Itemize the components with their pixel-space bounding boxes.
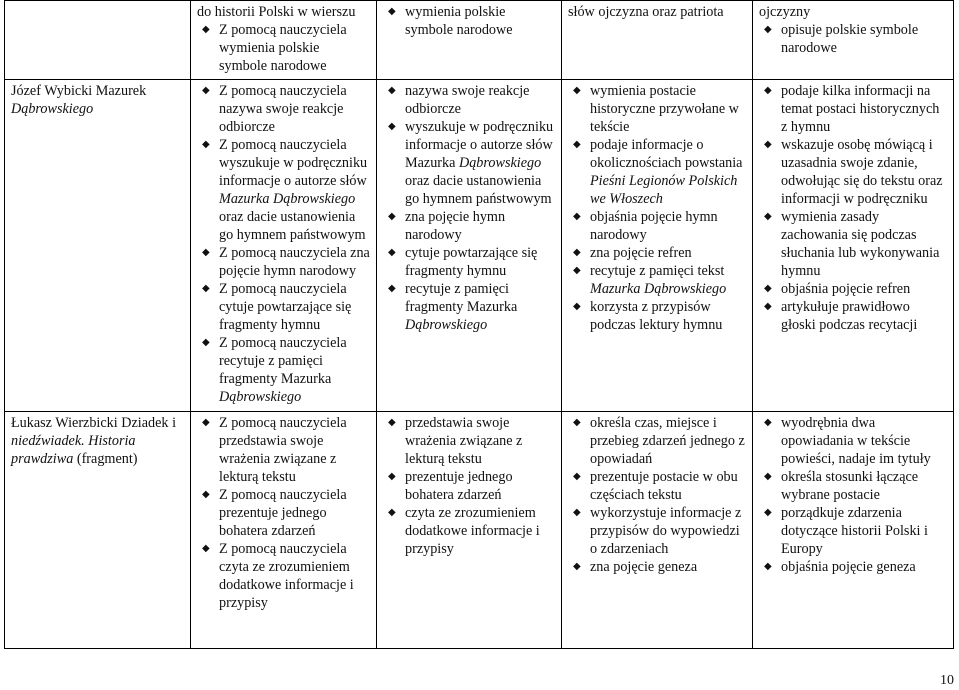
cell-grade-good <box>562 1 753 80</box>
table-row <box>5 80 954 412</box>
cell-grade-good <box>562 412 753 649</box>
bullet-item: ◆ objaśnia pojęcie hymn narodowy <box>568 208 746 244</box>
bullet-item: ◆ objaśnia pojęcie geneza <box>759 558 947 576</box>
bullet-item: ◆ wykorzystuje informacje z przypisów do wypowiedzi o zdarzeniach <box>568 504 746 558</box>
bullet-item: ◆ Z pomocą nauczyciela przedstawia swoje wrażenia związane z lekturą tekstu <box>197 414 370 486</box>
bullet-item: ◆ Z pomocą nauczyciela cytuje powtarzające się fragmenty hymnu <box>197 280 370 334</box>
bullet-item: ◆ porządkuje zdarzenia dotyczące historii Polski i Europy <box>759 504 947 558</box>
cell-grade-good <box>562 80 753 412</box>
bullet-item: ◆ Z pomocą nauczyciela zna pojęcie hymn narodowy <box>197 244 370 280</box>
bullet-item: ◆ zna pojęcie geneza <box>568 558 746 576</box>
cell-lesson-title <box>5 1 191 80</box>
bullet-item: ◆ określa stosunki łączące wybrane postacie <box>759 468 947 504</box>
bullet-item: ◆ cytuje powtarzające się fragmenty hymnu <box>383 244 555 280</box>
bullet-item: ◆ wyszukuje w podręczniku informacje o autorze słów Mazurka Dąbrowskiego oraz dacie ustanowienia go hymnem państwowym <box>383 118 555 208</box>
cell-text: ojczyzny <box>759 4 811 20</box>
cell-text: Józef Wybicki Mazurek <box>11 83 147 99</box>
bullet-item: ◆ przedstawia swoje wrażenia związane z lekturą tekstu <box>383 414 555 468</box>
cell-text: do historii Polski w wierszu <box>197 4 356 20</box>
bullet-item: ◆ Z pomocą nauczyciela recytuje z pamięci fragmenty Mazurka Dąbrowskiego <box>197 334 370 406</box>
bullet-item: ◆ recytuje z pamięci tekst Mazurka Dąbrowskiego <box>568 262 746 298</box>
cell-grade-needs-help <box>191 1 377 80</box>
cell-grade-very-good <box>753 412 954 649</box>
cell-grade-needs-help <box>191 80 377 412</box>
bullet-item: ◆ czyta ze zrozumieniem dodatkowe informacje i przypisy <box>383 504 555 558</box>
bullet-item: ◆ opisuje polskie symbole narodowe <box>759 21 947 57</box>
cell-lesson-title <box>5 412 191 649</box>
cell-grade-sufficient <box>377 1 562 80</box>
bullet-item: ◆ Z pomocą nauczyciela wymienia polskie symbole narodowe <box>197 21 370 75</box>
bullet-item: ◆ zna pojęcie hymn narodowy <box>383 208 555 244</box>
table-row <box>5 1 954 80</box>
bullet-item: ◆ prezentuje jednego bohatera zdarzeń <box>383 468 555 504</box>
bullet-item: ◆ wskazuje osobę mówiącą i uzasadnia swoje zdanie, odwołując się do tekstu oraz informacji w podręczniku <box>759 136 947 208</box>
bullet-item: ◆ podaje informacje o okolicznościach powstania Pieśni Legionów Polskich we Włoszech <box>568 136 746 208</box>
cell-text: Dąbrowskiego <box>11 101 94 117</box>
bullet-item: ◆ określa czas, miejsce i przebieg zdarzeń jednego z opowiadań <box>568 414 746 468</box>
cell-grade-very-good <box>753 1 954 80</box>
bullet-item: ◆ prezentuje postacie w obu częściach tekstu <box>568 468 746 504</box>
bullet-item: ◆ recytuje z pamięci fragmenty Mazurka Dąbrowskiego <box>383 280 555 334</box>
bullet-item: ◆ zna pojęcie refren <box>568 244 746 262</box>
bullet-item: ◆ wymienia zasady zachowania się podczas słuchania lub wykonywania hymnu <box>759 208 947 280</box>
cell-lesson-title <box>5 80 191 412</box>
cell-text: niedźwiadek. Historia prawdziwa (fragment) <box>11 433 138 467</box>
table-body <box>5 1 954 649</box>
bullet-item: ◆ korzysta z przypisów podczas lektury hymnu <box>568 298 746 334</box>
bullet-item: ◆ Z pomocą nauczyciela nazywa swoje reakcje odbiorcze <box>197 82 370 136</box>
bullet-item: ◆ wymienia polskie symbole narodowe <box>383 3 555 39</box>
bullet-item: ◆ artykułuje prawidłowo głoski podczas recytacji <box>759 298 947 334</box>
bullet-item: ◆ podaje kilka informacji na temat postaci historycznych z hymnu <box>759 82 947 136</box>
cell-grade-needs-help <box>191 412 377 649</box>
cell-text: Łukasz Wierzbicki Dziadek i <box>11 415 177 431</box>
bullet-item: ◆ nazywa swoje reakcje odbiorcze <box>383 82 555 118</box>
curriculum-table <box>4 0 954 649</box>
bullet-item: ◆ wyodrębnia dwa opowiadania w tekście powieści, nadaje im tytuły <box>759 414 947 468</box>
page-number: 10 <box>940 673 954 688</box>
cell-grade-very-good <box>753 80 954 412</box>
bullet-item: ◆ Z pomocą nauczyciela wyszukuje w podręczniku informacje o autorze słów Mazurka Dąbrowskiego oraz dacie ustanowienia go hymnem państwowym <box>197 136 370 244</box>
cell-grade-sufficient <box>377 80 562 412</box>
cell-text: słów ojczyzna oraz patriota <box>568 4 724 20</box>
bullet-item: ◆ wymienia postacie historyczne przywołane w tekście <box>568 82 746 136</box>
table-row <box>5 412 954 649</box>
bullet-item: ◆ objaśnia pojęcie refren <box>759 280 947 298</box>
cell-grade-sufficient <box>377 412 562 649</box>
bullet-item: ◆ Z pomocą nauczyciela prezentuje jednego bohatera zdarzeń <box>197 486 370 540</box>
bullet-item: ◆ Z pomocą nauczyciela czyta ze zrozumieniem dodatkowe informacje i przypisy <box>197 540 370 612</box>
